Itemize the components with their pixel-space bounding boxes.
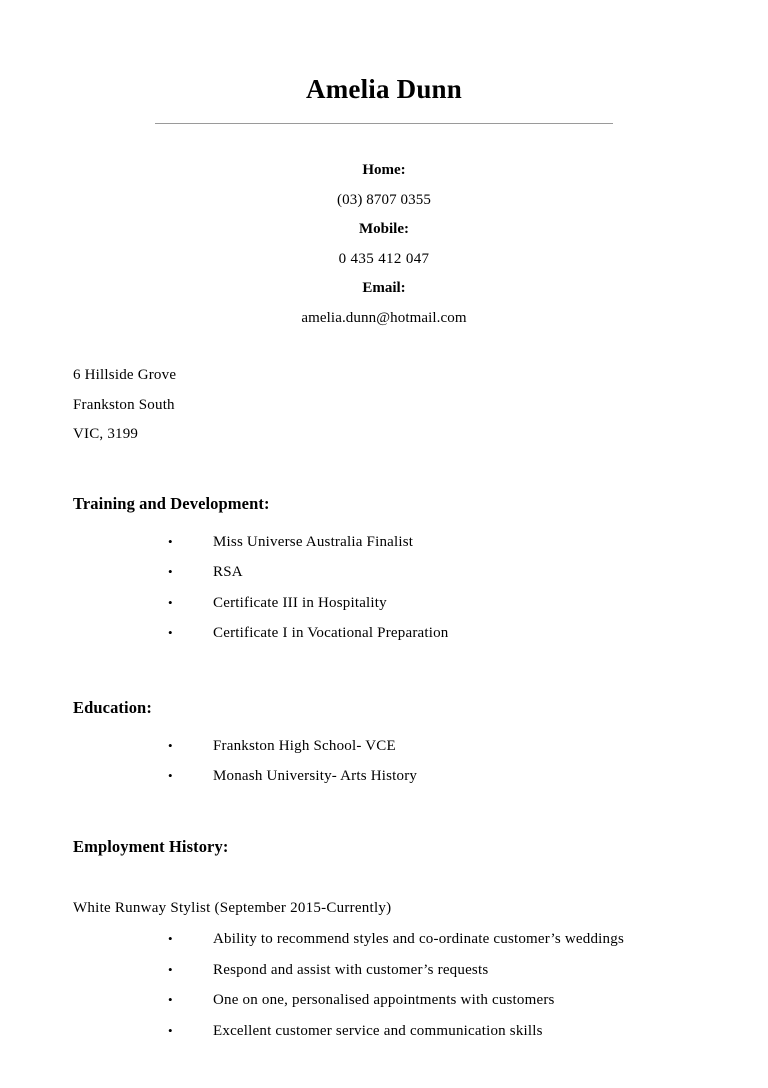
contact-value-mobile-phone: 0 435 412 047 (338, 250, 430, 267)
list-item (73, 588, 768, 619)
address-block (0, 361, 768, 450)
bullet-icon: • (168, 992, 173, 1007)
duty-item-label: Ability to recommend styles and co-ordinate customer’s weddings (213, 931, 624, 947)
list-item (73, 924, 768, 955)
employment-duties-list (73, 924, 768, 1046)
contact-label-mobile: Mobile: (359, 221, 409, 237)
contact-value-email: amelia.dunn@hotmail.com (301, 309, 467, 326)
bullet-icon: • (168, 533, 173, 549)
training-item-label: Certificate III in Hospitality (213, 594, 387, 611)
bullet-icon: • (168, 737, 173, 753)
list-item (73, 955, 768, 986)
contact-label-home: Home: (362, 162, 406, 178)
bullet-icon: • (168, 931, 173, 946)
bullet-icon: • (168, 625, 173, 640)
training-item-label: RSA (213, 564, 243, 580)
bullet-icon: • (168, 594, 173, 610)
list-item (73, 985, 768, 1016)
section-training-and-development (0, 493, 768, 649)
list-item (73, 527, 768, 558)
contact-block (0, 156, 768, 333)
education-item-label: Monash University- Arts History (213, 768, 418, 784)
duty-item-label: Respond and assist with customer’s requests (213, 961, 489, 978)
section-heading-education: Education: (73, 697, 152, 717)
training-item-label: Miss Universe Australia Finalist (213, 533, 414, 550)
list-item (73, 761, 768, 792)
list-item (73, 618, 768, 649)
duty-item-label: One on one, personalised appointments with customers (213, 992, 555, 1008)
list-item (73, 1016, 768, 1047)
bullet-icon: • (168, 768, 173, 783)
list-item (73, 731, 768, 762)
bullet-icon: • (168, 564, 173, 579)
section-education (0, 697, 768, 792)
address-line-suburb: Frankston South (73, 396, 175, 413)
job-title-line: White Runway Stylist (September 2015-Currently) (73, 899, 392, 916)
address-line-state-postcode: VIC, 3199 (73, 426, 139, 442)
training-list (73, 527, 768, 649)
contact-label-email: Email: (362, 280, 406, 296)
contact-value-home-phone: (03) 8707 0355 (337, 191, 431, 208)
training-item-label: Certificate I in Vocational Preparation (213, 625, 449, 641)
bullet-icon: • (168, 961, 173, 977)
address-line-street: 6 Hillside Grove (73, 367, 177, 383)
education-item-label: Frankston High School- VCE (213, 737, 396, 754)
section-heading-training: Training and Development: (73, 493, 270, 513)
bullet-icon: • (168, 1022, 173, 1038)
section-employment-history (0, 836, 768, 1047)
education-list (73, 731, 768, 792)
title-divider (155, 123, 613, 124)
list-item (73, 557, 768, 588)
section-heading-employment: Employment History: (73, 836, 229, 856)
page-title: Amelia Dunn (306, 74, 462, 104)
duty-item-label: Excellent customer service and communication skills (213, 1022, 543, 1039)
